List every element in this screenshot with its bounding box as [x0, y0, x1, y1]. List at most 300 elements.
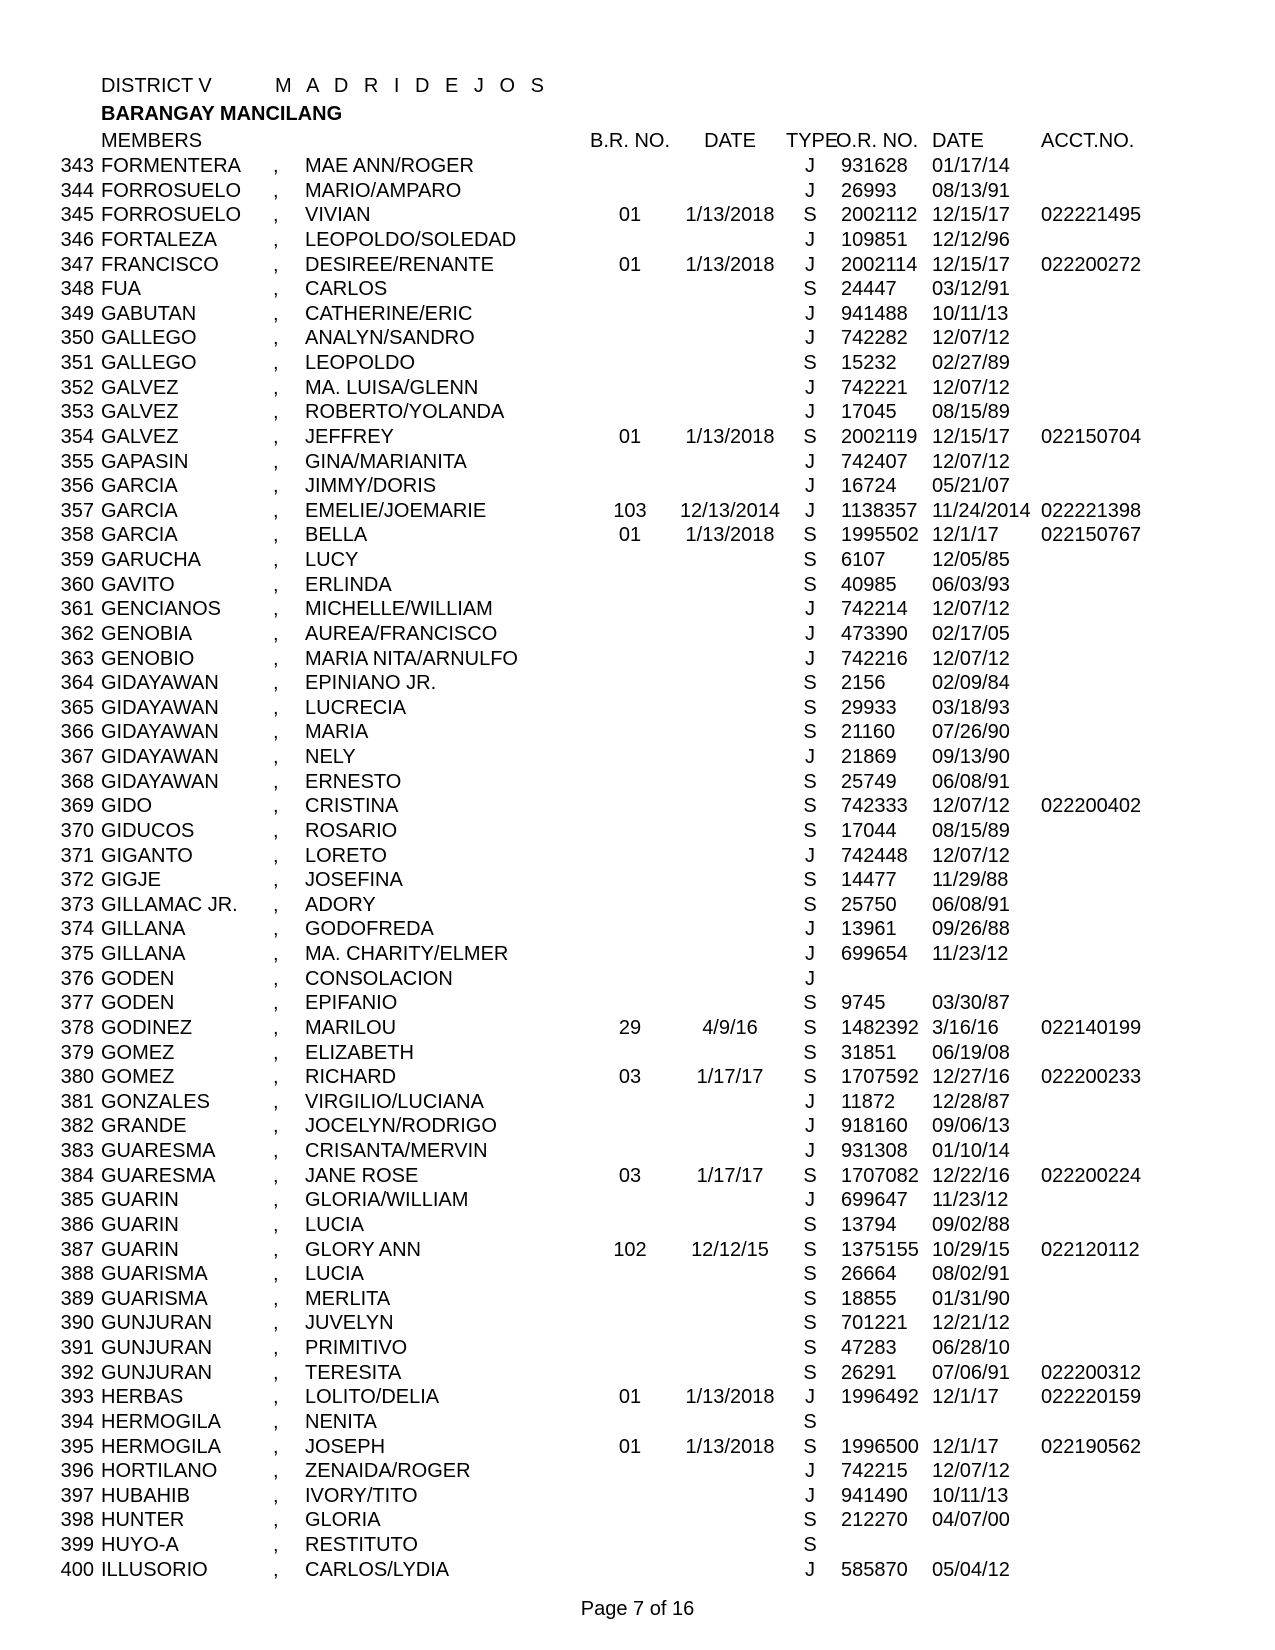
first-name: MICHELLE/WILLIAM [305, 598, 493, 621]
last-name: GALVEZ [101, 376, 179, 399]
first-name: VIRGILIO/LUCIANA [305, 1090, 484, 1113]
or-number: 2002119 [841, 425, 918, 448]
table-row [0, 1361, 1275, 1386]
or-date: 07/06/91 [932, 1361, 1010, 1384]
first-name: LUCIA [305, 1213, 364, 1236]
last-name: GIDAYAWAN [101, 770, 219, 793]
name-separator: , [273, 696, 279, 719]
first-name: JUVELYN [305, 1312, 394, 1335]
or-date: 02/09/84 [932, 672, 1010, 695]
table-row [0, 573, 1275, 598]
table-row [0, 425, 1275, 450]
member-type: J [805, 647, 815, 670]
table-row [0, 917, 1275, 942]
first-name: NENITA [305, 1410, 377, 1433]
member-type: S [803, 1312, 817, 1335]
or-date: 05/04/12 [932, 1558, 1010, 1581]
table-row [0, 696, 1275, 721]
first-name: MA. LUISA/GLENN [305, 376, 479, 399]
or-number: 212270 [841, 1509, 908, 1532]
name-separator: , [273, 893, 279, 916]
name-separator: , [273, 1066, 279, 1089]
row-number: 361 [60, 598, 94, 621]
or-date: 12/07/12 [932, 795, 1010, 818]
col-header-or-date: DATE [932, 130, 984, 152]
last-name: GILLANA [101, 943, 186, 965]
or-number: 26291 [841, 1361, 897, 1384]
name-separator: , [273, 672, 279, 695]
row-number: 350 [60, 327, 94, 350]
first-name: JOSEFINA [305, 869, 403, 892]
account-number: 022221495 [1041, 204, 1142, 227]
last-name: GIDO [101, 795, 153, 818]
last-name: GUNJURAN [101, 1312, 213, 1335]
row-number: 363 [60, 647, 94, 670]
member-type: J [805, 450, 815, 473]
name-separator: , [273, 278, 279, 301]
table-row [0, 844, 1275, 869]
or-date: 08/15/89 [932, 819, 1010, 842]
row-number: 394 [60, 1410, 94, 1433]
account-number: 022200233 [1041, 1066, 1142, 1089]
member-type: J [805, 179, 815, 202]
row-number: 396 [60, 1460, 94, 1483]
last-name: GIDAYAWAN [101, 721, 219, 744]
table-row [0, 942, 1275, 967]
or-date: 12/28/87 [932, 1090, 1010, 1113]
table-row [0, 523, 1275, 548]
or-number: 9745 [841, 992, 886, 1015]
name-separator: , [273, 1213, 279, 1236]
row-number: 378 [60, 1016, 94, 1039]
br-number: 01 [618, 253, 642, 276]
or-date: 06/03/93 [932, 573, 1010, 596]
member-type: J [805, 155, 815, 177]
first-name: CRISTINA [305, 795, 399, 818]
member-type: S [803, 352, 817, 374]
or-number: 742333 [841, 795, 908, 818]
last-name: GARCIA [101, 524, 178, 547]
name-separator: , [273, 1115, 279, 1138]
first-name: GLORIA/WILLIAM [305, 1189, 469, 1212]
account-number: 022200402 [1041, 795, 1142, 818]
first-name: MA. CHARITY/ELMER [305, 943, 509, 965]
account-number: 022140199 [1041, 1016, 1142, 1039]
row-number: 348 [60, 278, 94, 301]
first-name: CRISANTA/MERVIN [305, 1140, 488, 1162]
account-number: 022120112 [1041, 1238, 1140, 1261]
or-number: 17045 [841, 401, 897, 424]
member-type: J [805, 1115, 815, 1138]
name-separator: , [273, 1287, 279, 1310]
or-date: 01/17/14 [932, 155, 1010, 177]
table-row [0, 819, 1275, 844]
table-row [0, 1435, 1275, 1460]
last-name: GIDUCOS [101, 819, 195, 842]
member-type: S [803, 1263, 817, 1286]
last-name: GODEN [101, 992, 175, 1015]
table-row [0, 745, 1275, 770]
last-name: GUARIN [101, 1189, 179, 1212]
row-number: 366 [60, 721, 94, 744]
table-row [0, 1508, 1275, 1533]
member-type: S [803, 204, 817, 227]
col-header-date: DATE [704, 130, 756, 152]
row-number: 392 [60, 1361, 94, 1384]
table-row [0, 228, 1275, 253]
or-number: 931628 [841, 155, 908, 177]
br-date: 1/17/17 [696, 1164, 764, 1187]
table-row [0, 1410, 1275, 1435]
member-type: S [803, 1361, 817, 1384]
row-number: 385 [60, 1189, 94, 1212]
name-separator: , [273, 179, 279, 202]
table-row [0, 376, 1275, 401]
or-date: 06/28/10 [932, 1337, 1010, 1359]
or-date: 12/1/17 [932, 1386, 999, 1409]
member-type: S [803, 819, 817, 842]
table-row [0, 597, 1275, 622]
or-number: 701221 [841, 1312, 908, 1335]
or-date: 08/15/89 [932, 401, 1010, 424]
table-row [0, 302, 1275, 327]
account-number: 022200224 [1041, 1164, 1142, 1187]
table-row [0, 203, 1275, 228]
row-number: 380 [60, 1066, 94, 1089]
last-name: GALLEGO [101, 327, 197, 350]
first-name: NELY [305, 746, 356, 768]
br-number: 102 [613, 1238, 647, 1261]
or-date: 04/07/00 [932, 1509, 1010, 1532]
first-name: MARILOU [305, 1016, 397, 1039]
last-name: GUARISMA [101, 1287, 208, 1310]
member-type: S [803, 1238, 817, 1261]
or-number: 742216 [841, 647, 908, 670]
account-number: 022150767 [1041, 524, 1142, 547]
or-number: 742407 [841, 450, 908, 473]
row-number: 358 [60, 524, 94, 547]
or-date: 11/29/88 [932, 869, 1009, 892]
or-number: 17044 [841, 819, 897, 842]
row-number: 397 [60, 1484, 94, 1507]
member-type: S [803, 795, 817, 818]
first-name: MARIA [305, 721, 369, 744]
town-label: M A D R I D E J O S [275, 75, 549, 97]
last-name: HORTILANO [101, 1460, 218, 1483]
name-separator: , [273, 819, 279, 842]
last-name: GARCIA [101, 499, 178, 522]
name-separator: , [273, 499, 279, 522]
last-name: GOMEZ [101, 1066, 175, 1089]
or-number: 14477 [841, 869, 897, 892]
member-type: J [805, 1189, 815, 1212]
or-number: 699654 [841, 943, 908, 965]
br-date: 1/13/2018 [685, 204, 775, 227]
name-separator: , [273, 1435, 279, 1458]
members-table [0, 154, 1275, 1582]
or-number: 11872 [841, 1090, 896, 1113]
member-type: J [805, 253, 815, 276]
barangay-title: BARANGAY MANCILANG [101, 103, 343, 125]
row-number: 399 [60, 1534, 94, 1556]
name-separator: , [273, 1410, 279, 1433]
row-number: 364 [60, 672, 94, 695]
name-separator: , [273, 1558, 279, 1581]
last-name: GIGANTO [101, 844, 193, 867]
row-number: 354 [60, 425, 94, 448]
member-type: J [805, 1460, 815, 1483]
name-separator: , [273, 622, 279, 645]
first-name: LEOPOLDO/SOLEDAD [305, 228, 517, 251]
first-name: CARLOS [305, 278, 388, 301]
col-header-acct-no: ACCT.NO. [1041, 130, 1135, 152]
or-date: 12/27/16 [932, 1066, 1010, 1089]
last-name: FORROSUELO [101, 204, 242, 227]
or-date: 12/15/17 [932, 204, 1010, 227]
first-name: JANE ROSE [305, 1164, 419, 1187]
or-date: 03/30/87 [932, 992, 1010, 1015]
first-name: AUREA/FRANCISCO [305, 622, 498, 645]
table-row [0, 770, 1275, 795]
name-separator: , [273, 1460, 279, 1483]
last-name: GIDAYAWAN [101, 746, 219, 768]
first-name: GLORIA [305, 1509, 381, 1532]
last-name: GUNJURAN [101, 1337, 213, 1359]
member-type: S [803, 1287, 817, 1310]
member-type: S [803, 1534, 817, 1556]
name-separator: , [273, 327, 279, 350]
last-name: GENCIANOS [101, 598, 222, 621]
last-name: GIDAYAWAN [101, 672, 219, 695]
row-number: 384 [60, 1164, 94, 1187]
row-number: 346 [60, 228, 94, 251]
or-number: 1138357 [841, 499, 918, 522]
name-separator: , [273, 1164, 279, 1187]
last-name: GONZALES [101, 1090, 210, 1113]
row-number: 374 [60, 918, 94, 941]
table-row [0, 499, 1275, 524]
table-row [0, 1336, 1275, 1361]
member-type: S [803, 549, 817, 571]
row-number: 390 [60, 1312, 94, 1335]
row-number: 349 [60, 302, 94, 325]
table-row [0, 154, 1275, 179]
district-label: DISTRICT V [101, 75, 212, 97]
member-type: S [803, 721, 817, 744]
member-type: S [803, 1337, 817, 1359]
or-number: 25750 [841, 893, 897, 916]
row-number: 375 [60, 943, 94, 965]
table-row [0, 1262, 1275, 1287]
member-type: J [805, 499, 815, 522]
first-name: RICHARD [305, 1066, 397, 1089]
or-number: 21160 [841, 721, 896, 744]
first-name: GLORY ANN [305, 1238, 421, 1261]
last-name: GOMEZ [101, 1041, 175, 1064]
or-date: 03/12/91 [932, 278, 1010, 301]
account-number: 022200312 [1041, 1361, 1142, 1384]
last-name: GUARIN [101, 1238, 179, 1261]
account-number: 022200272 [1041, 253, 1142, 276]
br-date: 12/12/15 [691, 1238, 769, 1261]
br-number: 01 [618, 1435, 642, 1458]
br-number: 03 [618, 1164, 642, 1187]
or-number: 2002112 [841, 204, 918, 227]
row-number: 391 [60, 1337, 94, 1359]
or-date: 10/11/13 [932, 1484, 1009, 1507]
member-type: J [805, 746, 815, 768]
row-number: 370 [60, 819, 94, 842]
or-number: 26993 [841, 179, 897, 202]
table-row [0, 794, 1275, 819]
first-name: CATHERINE/ERIC [305, 302, 473, 325]
or-date: 03/18/93 [932, 696, 1010, 719]
first-name: ROBERTO/YOLANDA [305, 401, 505, 424]
last-name: GALVEZ [101, 425, 179, 448]
first-name: RESTITUTO [305, 1534, 418, 1556]
last-name: GUARIN [101, 1213, 179, 1236]
or-date: 12/07/12 [932, 844, 1010, 867]
member-type: J [805, 844, 815, 867]
name-separator: , [273, 967, 279, 990]
or-number: 941488 [841, 302, 908, 325]
member-type: S [803, 696, 817, 719]
name-separator: , [273, 770, 279, 793]
br-number: 103 [613, 499, 647, 522]
br-number: 01 [618, 425, 642, 448]
or-date: 06/08/91 [932, 893, 1010, 916]
name-separator: , [273, 1361, 279, 1384]
member-type: S [803, 893, 817, 916]
row-number: 367 [60, 746, 94, 768]
or-date: 08/13/91 [932, 179, 1010, 202]
table-row [0, 1213, 1275, 1238]
or-number: 1995502 [841, 524, 919, 547]
member-type: S [803, 770, 817, 793]
row-number: 344 [60, 179, 94, 202]
or-number: 47283 [841, 1337, 897, 1359]
row-number: 369 [60, 795, 94, 818]
account-number: 022150704 [1041, 425, 1142, 448]
or-date: 09/02/88 [932, 1213, 1010, 1236]
or-date: 12/21/12 [932, 1312, 1010, 1335]
row-number: 352 [60, 376, 94, 399]
member-type: S [803, 1410, 817, 1433]
name-separator: , [273, 1189, 279, 1212]
or-date: 12/1/17 [932, 1435, 999, 1458]
or-date: 05/21/07 [932, 475, 1010, 498]
table-row [0, 1188, 1275, 1213]
row-number: 368 [60, 770, 94, 793]
last-name: FRANCISCO [101, 253, 219, 276]
or-number: 1996492 [841, 1386, 919, 1409]
or-number: 941490 [841, 1484, 908, 1507]
or-number: 18855 [841, 1287, 897, 1310]
first-name: JIMMY/DORIS [305, 475, 437, 498]
or-date: 12/15/17 [932, 253, 1010, 276]
or-number: 1996500 [841, 1435, 919, 1458]
table-row [0, 1041, 1275, 1066]
row-number: 365 [60, 696, 94, 719]
last-name: HUYO-A [101, 1534, 179, 1556]
last-name: HERMOGILA [101, 1410, 222, 1433]
member-type: J [805, 1140, 815, 1162]
member-type: S [803, 1016, 817, 1039]
table-row [0, 991, 1275, 1016]
or-number: 1482392 [841, 1016, 919, 1039]
first-name: LORETO [305, 844, 387, 867]
or-date: 12/07/12 [932, 376, 1010, 399]
or-date: 12/07/12 [932, 327, 1010, 350]
or-number: 26664 [841, 1263, 897, 1286]
member-type: J [805, 302, 815, 325]
last-name: GARUCHA [101, 549, 202, 571]
member-type: S [803, 1213, 817, 1236]
name-separator: , [273, 1534, 279, 1556]
table-row [0, 1533, 1275, 1558]
last-name: HUBAHIB [101, 1484, 190, 1507]
table-row [0, 1090, 1275, 1115]
first-name: EMELIE/JOEMARIE [305, 499, 487, 522]
first-name: TERESITA [305, 1361, 402, 1384]
first-name: PRIMITIVO [305, 1337, 408, 1359]
br-date: 4/9/16 [702, 1016, 758, 1039]
name-separator: , [273, 573, 279, 596]
or-date: 3/16/16 [932, 1016, 999, 1039]
first-name: EPINIANO JR. [305, 672, 437, 695]
name-separator: , [273, 425, 279, 448]
or-date: 12/07/12 [932, 1460, 1010, 1483]
or-number: 473390 [841, 622, 908, 645]
or-date: 01/31/90 [932, 1287, 1010, 1310]
table-row [0, 1287, 1275, 1312]
or-date: 12/22/16 [932, 1164, 1010, 1187]
name-separator: , [273, 795, 279, 818]
member-type: S [803, 278, 817, 301]
member-type: J [805, 327, 815, 350]
last-name: GIGJE [101, 869, 162, 892]
or-date: 11/24/2014 [932, 499, 1031, 522]
br-date: 1/13/2018 [685, 524, 775, 547]
or-date: 12/07/12 [932, 598, 1010, 621]
first-name: MARIA NITA/ARNULFO [305, 647, 518, 670]
last-name: GUARESMA [101, 1140, 216, 1162]
name-separator: , [273, 475, 279, 498]
member-type: J [805, 598, 815, 621]
or-date: 10/11/13 [932, 302, 1009, 325]
row-number: 395 [60, 1435, 94, 1458]
name-separator: , [273, 549, 279, 571]
name-separator: , [273, 869, 279, 892]
or-date: 12/1/17 [932, 524, 999, 547]
or-date: 01/10/14 [932, 1140, 1010, 1162]
name-separator: , [273, 1140, 279, 1162]
br-number: 01 [618, 524, 642, 547]
or-date: 09/13/90 [932, 746, 1010, 768]
last-name: FUA [101, 278, 141, 301]
last-name: HUNTER [101, 1509, 185, 1532]
row-number: 393 [60, 1386, 94, 1409]
first-name: CONSOLACION [305, 967, 453, 990]
or-number: 742214 [841, 598, 908, 621]
row-number: 383 [60, 1140, 94, 1162]
or-number: 742221 [841, 376, 908, 399]
table-row [0, 671, 1275, 696]
name-separator: , [273, 1337, 279, 1359]
or-number: 21869 [841, 746, 897, 768]
col-header-or-no: O.R. NO. [836, 130, 919, 152]
row-number: 356 [60, 475, 94, 498]
